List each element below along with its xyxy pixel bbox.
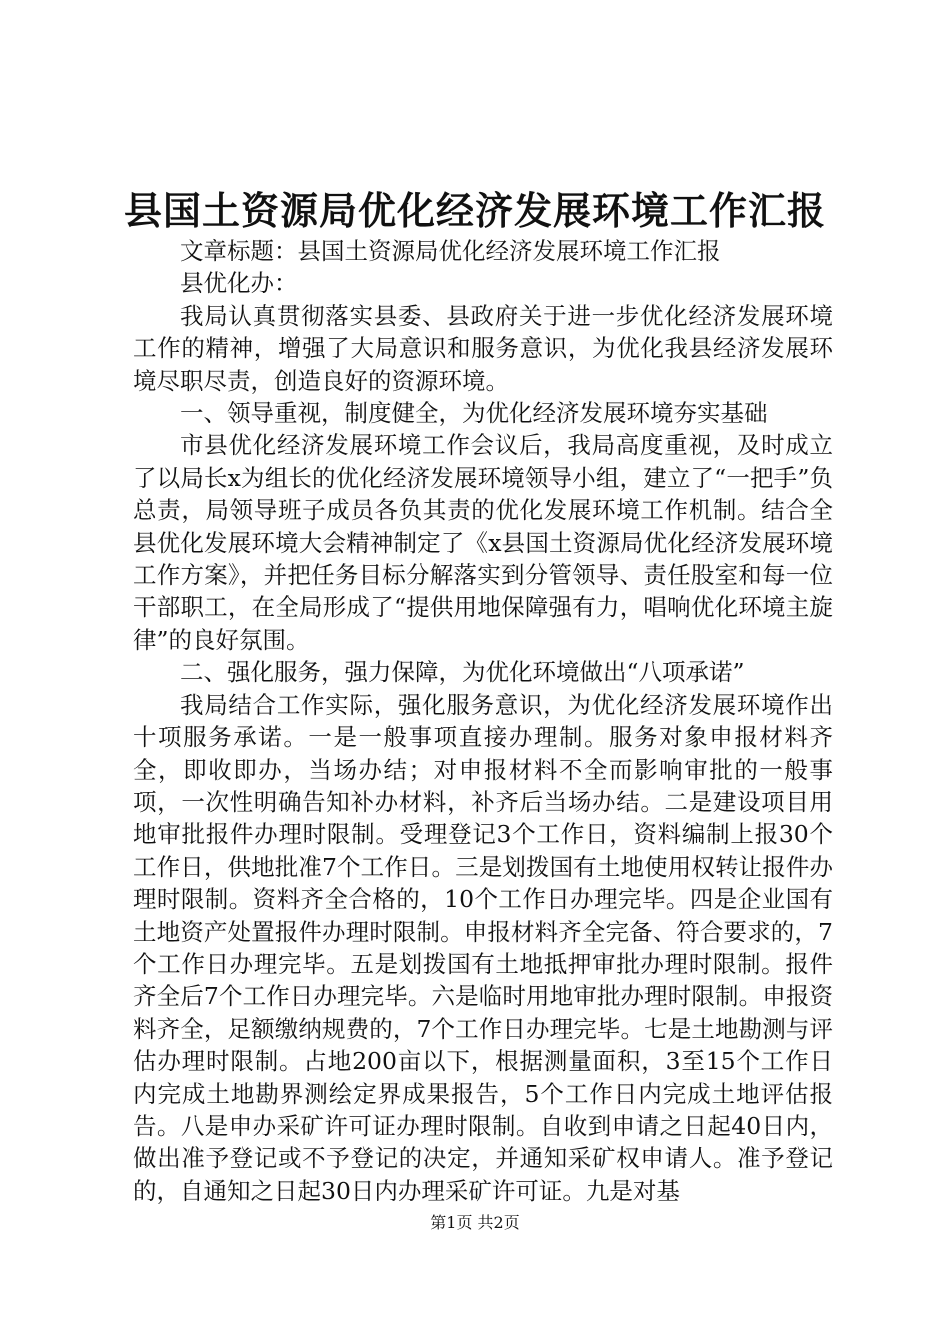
page-number-footer: 第1页 共2页: [430, 1213, 520, 1232]
section-paragraph-1: 市县优化经济发展环境工作会议后，我局高度重视，及时成立了以局长x为组长的优化经济发展环境领导小组，建立了“一把手”负总责，局领导班子成员各负其责的优化发展环境工作机制。结合全县优化发展环境大会精神制定了《x县国土资源局优化经济发展环境工作方案》，并把任务目标分解落实到分管领导、责任股室和每一位干部职工，在全局形成了“提供用地保障强有力，唱响优化环境主旋律”的良好氛围。: [133, 431, 833, 654]
document-body: [133, 235, 833, 1207]
section-paragraph-2: 我局结合工作实际，强化服务意识，为优化经济发展环境作出十项服务承诺。一是一般事项直接办理制。服务对象申报材料齐全，即收即办，当场办结；对申报材料不全而影响审批的一般事项，一次性明确告知补办材料，补齐后当场办结。二是建设项目用地审批报件办理时限制。受理登记3个工作日，资料编制上报30个工作日，供地批准7个工作日。三是划拨国有土地使用权转让报件办理时限制。资料齐全合格的，10个工作日办理完毕。四是企业国有土地资产处置报件办理时限制。申报材料齐全完备、符合要求的，7个工作日办理完毕。五是划拨国有土地抵押审批办理时限制。报件齐全后7个工作日办理完毕。六是临时用地审批办理时限制。申报资料齐全，足额缴纳规费的，7个工作日办理完毕。七是土地勘测与评估办理时限制。占地200亩以下，根据测量面积，3至15个工作日内完成土地勘界测绘定界成果报告，5个工作日内完成土地评估报告。八是申办采矿许可证办理时限制。自收到申请之日起40日内，做出准予登记或不予登记的决定，并通知采矿权申请人。准予登记的，自通知之日起30日内办理采矿许可证。九是对基: [133, 690, 833, 1205]
addressee-line: 县优化办：: [180, 269, 298, 298]
article-title-line: 文章标题：县国土资源局优化经济发展环境工作汇报: [180, 237, 721, 265]
section-heading-1: 一、领导重视，制度健全，为优化经济发展环境夯实基础: [180, 399, 768, 428]
intro-paragraph: 我局认真贯彻落实县委、县政府关于进一步优化经济发展环境工作的精神，增强了大局意识和服务意识，为优化我县经济发展环境尽职尽责，创造良好的资源环境。: [133, 301, 833, 395]
document-title: 县国土资源局优化经济发展环境工作汇报: [123, 188, 826, 233]
section-heading-2: 二、强化服务，强力保障，为优化环境做出“八项承诺”: [180, 658, 745, 687]
